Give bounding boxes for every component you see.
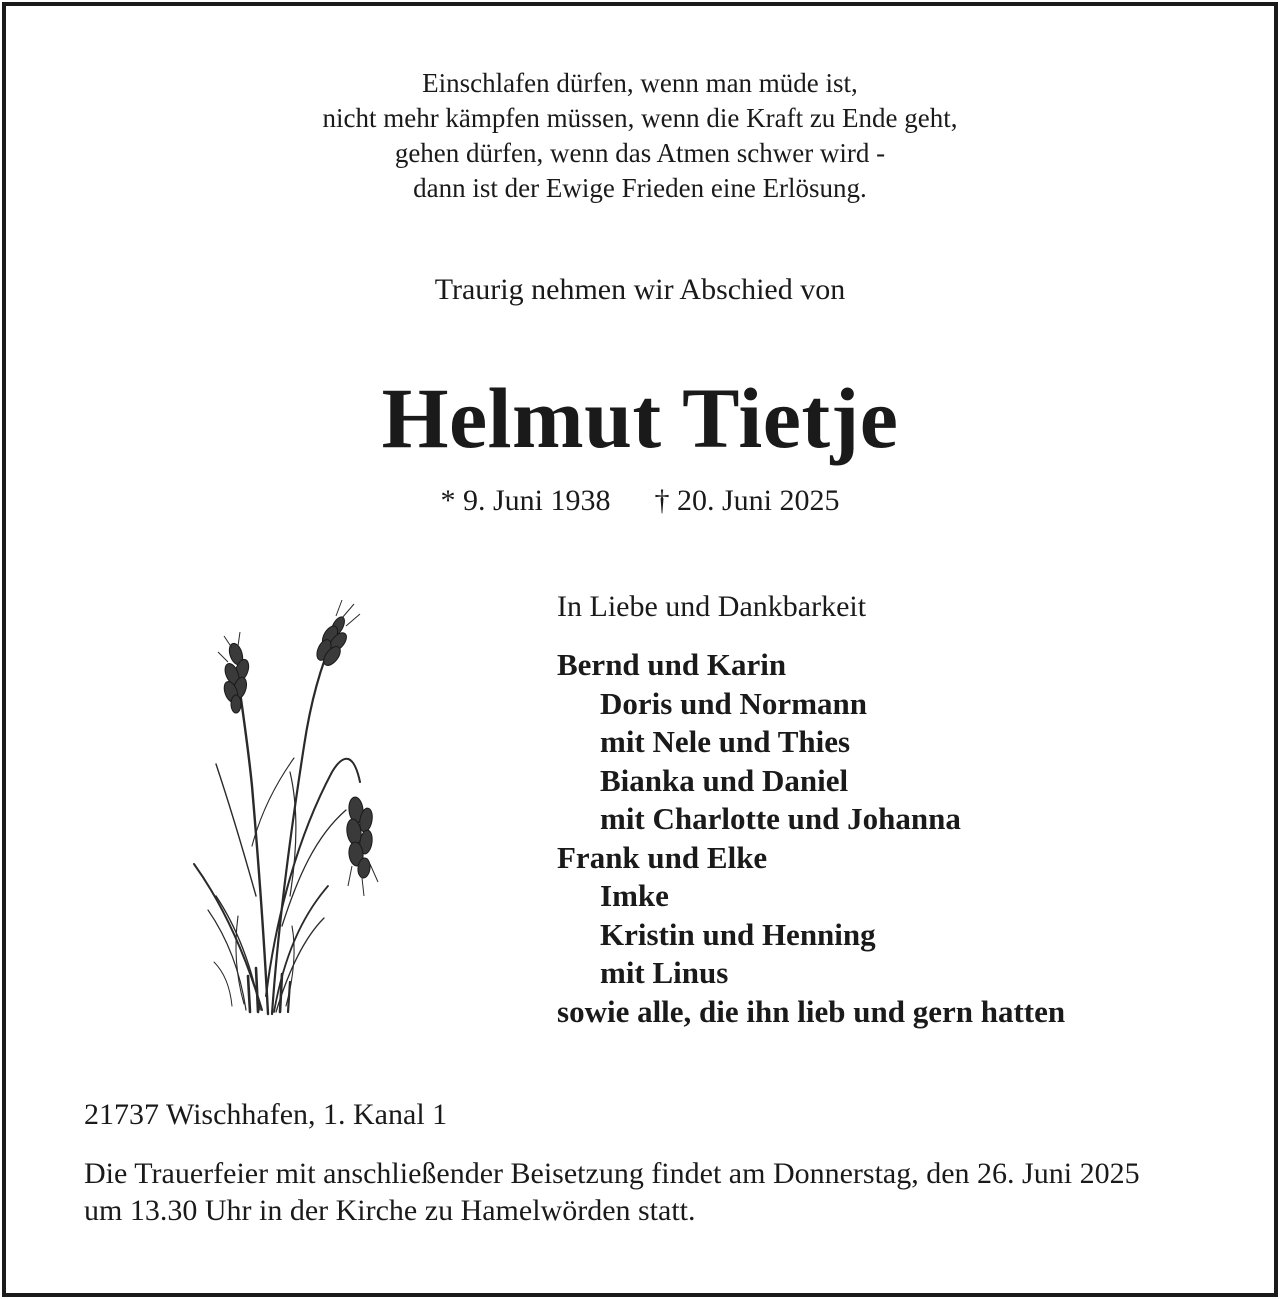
service-line: um 13.30 Uhr in der Kirche zu Hamelwörden statt.	[84, 1194, 696, 1227]
mourner-line: mit Linus	[600, 955, 729, 990]
family-address: 21737 Wischhafen, 1. Kanal 1	[84, 1098, 448, 1131]
life-dates	[0, 482, 1280, 520]
poem-line: dann ist der Ewige Frieden eine Erlösung.	[413, 173, 867, 203]
poem-line: nicht mehr kämpfen müssen, wenn die Kraft zu Ende geht,	[322, 103, 958, 133]
funeral-service-info	[84, 1155, 1234, 1229]
mourners-list	[557, 588, 1247, 1031]
mourner-line: mit Nele und Thies	[600, 724, 851, 759]
mourner-line: mit Charlotte und Johanna	[600, 801, 961, 836]
poem	[0, 66, 1280, 206]
mourner-line: Bernd und Karin	[557, 647, 787, 682]
mourner-line: Imke	[600, 878, 669, 913]
mourner-line: Doris und Normann	[600, 685, 867, 721]
mourner-line: sowie alle, die ihn lieb und gern hatten	[557, 993, 1066, 1029]
death-date: † 20. Juni 2025	[654, 484, 840, 517]
birth-date: * 9. Juni 1938	[440, 484, 611, 517]
wheat-ears-icon	[186, 596, 386, 1022]
mourner-line: Kristin und Henning	[600, 916, 876, 952]
mourners-lead: In Liebe und Dankbarkeit	[557, 590, 867, 623]
service-line: Die Trauerfeier mit anschließender Beisetzung findet am Donnerstag, den 26. Juni 2025	[84, 1157, 1140, 1190]
poem-line: gehen dürfen, wenn das Atmen schwer wird -	[394, 138, 886, 168]
mourner-line: Bianka und Daniel	[600, 762, 849, 798]
mourner-line: Frank und Elke	[557, 839, 768, 875]
poem-line: Einschlafen dürfen, wenn man müde ist,	[422, 68, 858, 98]
farewell-intro: Traurig nehmen wir Abschied von	[434, 273, 846, 306]
deceased-name: Helmut Tietje	[381, 370, 899, 466]
